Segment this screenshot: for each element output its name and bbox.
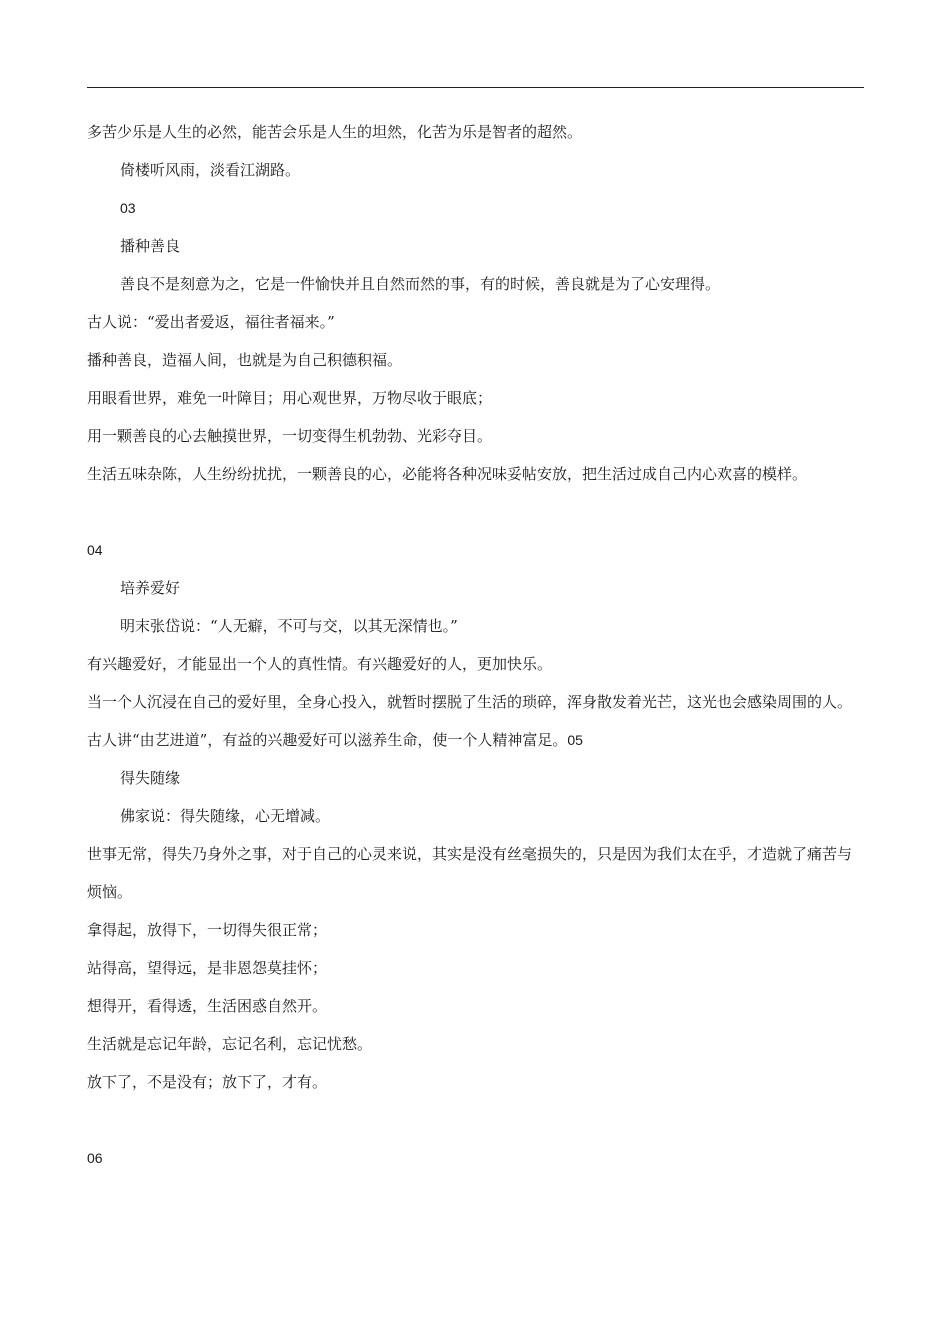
- paragraph: 有兴趣爱好，才能显出一个人的真性情。有兴趣爱好的人，更加快乐。: [87, 655, 553, 673]
- paragraph: 多苦少乐是人生的必然，能苦会乐是人生的坦然，化苦为乐是智者的超然。: [87, 123, 583, 141]
- paragraph: 生活五味杂陈，人生纷纷扰扰，一颗善良的心，必能将各种况味妥帖安放，把生活过成自己内心欢喜的模样。: [87, 465, 808, 483]
- section-heading: 培养爱好: [120, 579, 181, 597]
- paragraph: 放下了，不是没有；放下了，才有。: [87, 1073, 328, 1091]
- blank-line: [87, 1101, 864, 1139]
- section-heading: 播种善良: [120, 237, 181, 255]
- paragraph: 佛家说：得失随缘，心无增减。: [120, 807, 331, 825]
- paragraph: 善良不是刻意为之，它是一件愉快并且自然而然的事，有的时候，善良就是为了心安理得。: [120, 275, 721, 293]
- document-body: [87, 113, 864, 1177]
- paragraph: 站得高，望得远，是非恩怨莫挂怀；: [87, 959, 328, 977]
- blank-line: [87, 493, 864, 531]
- section-number: 05: [567, 732, 583, 748]
- paragraph: 拿得起，放得下，一切得失很正常；: [87, 921, 328, 939]
- paragraph: 用眼看世界，难免一叶障目；用心观世界，万物尽收于眼底；: [87, 389, 493, 407]
- paragraph: 用一颗善良的心去触摸世界，一切变得生机勃勃、光彩夺目。: [87, 427, 493, 445]
- paragraph: 当一个人沉浸在自己的爱好里，全身心投入，就暂时摆脱了生活的琐碎，浑身散发着光芒，这光也会感染周围的人。: [87, 693, 853, 711]
- paragraph: 想得开，看得透，生活困惑自然开。: [87, 997, 328, 1015]
- paragraph-text: 古人讲“由艺进道”，有益的兴趣爱好可以滋养生命，使一个人精神富足。: [87, 731, 568, 749]
- section-number: 06: [87, 1150, 103, 1166]
- paragraph: 播种善良，造福人间，也就是为自己积德积福。: [87, 351, 403, 369]
- paragraph: 古人说：“爱出者爱返，福往者福来。”: [87, 313, 335, 331]
- paragraph: 生活就是忘记年龄，忘记名利，忘记忧愁。: [87, 1035, 373, 1053]
- section-heading: 得失随缘: [120, 769, 181, 787]
- paragraph: 世事无常，得失乃身外之事，对于自己的心灵来说，其实是没有丝毫损失的，只是因为我们太在乎，才造就了痛苦与烦恼。: [87, 845, 853, 901]
- paragraph: [87, 721, 864, 759]
- paragraph: 倚楼听风雨，淡看江湖路。: [120, 161, 301, 179]
- section-number: 03: [120, 200, 136, 216]
- section-number: 04: [87, 542, 103, 558]
- paragraph: 明末张岱说：“人无癖，不可与交，以其无深情也。”: [120, 617, 458, 635]
- header-rule: [87, 87, 864, 88]
